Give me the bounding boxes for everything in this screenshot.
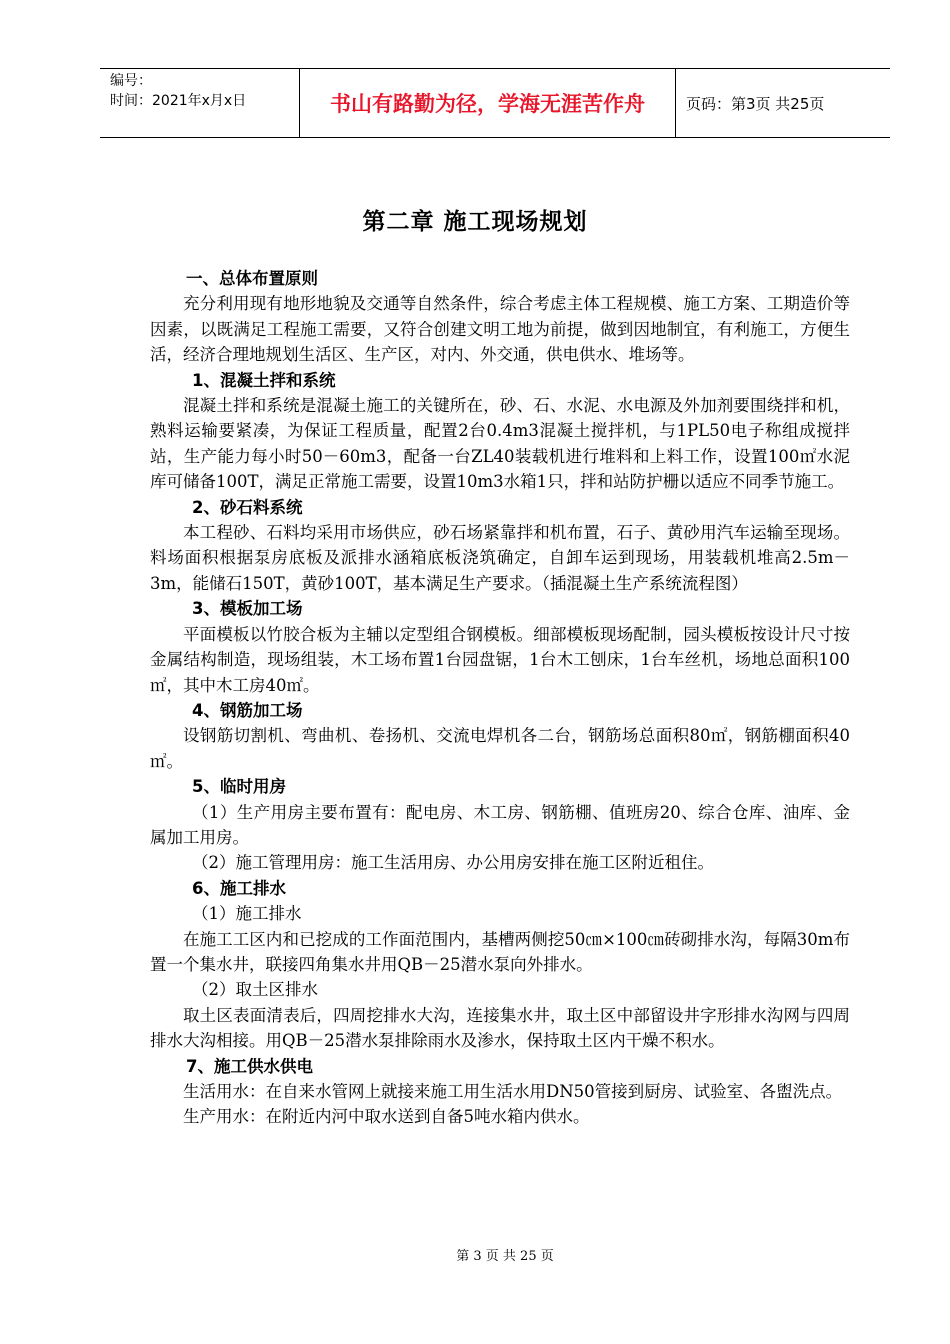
paragraph: 充分利用现有地形地貌及交通等自然条件，综合考虑主体工程规模、施工方案、工期造价等因素，以既满足工程施工需要，又符合创建文明工地为前提，做到因地制宜，有利施工，方便生活，经济合理地规划生活区、生产区，对内、外交通，供电供水、堆场等。 [150,294,850,365]
paragraph: 取土区表面清表后，四周挖排水大沟，连接集水井，取土区中部留设井字形排水沟网与四周排水大沟相接。用QB－25潜水泵排除雨水及渗水，保持取土区内干燥不积水。 [150,1005,850,1051]
paragraph: （1）生产用房主要布置有：配电房、木工房、钢筋棚、值班房20、综合仓库、油库、金属加工用房。 [150,802,850,847]
document-header [100,68,890,138]
paragraph: 平面模板以竹胶合板为主辅以定型组合钢模板。细部模板现场配制，园头模板按设计尺寸按金属结构制造，现场组装，木工场布置1台园盘锯，1台木工刨床，1台车丝机，场地总面积100㎡，其中木工房40㎡。 [150,624,850,695]
header-meta [100,69,300,137]
section-heading: 2、砂石料系统 [192,497,303,517]
paragraph: 生活用水：在自来水管网上就接来施工用生活水用DN50管接到厨房、试验室、各盥洗点。 [183,1082,843,1101]
section-heading: 4、钢筋加工场 [192,700,303,720]
paragraph: 本工程砂、石料均采用市场供应，砂石场紧靠拌和机布置，石子、黄砂用汽车运输至现场。料场面积根据泵房底板及派排水涵箱底板浇筑确定，自卸车运到现场，用装载机堆高2.5m－3m，能储石150T，黄砂100T，基本满足生产要求。（插混凝土生产系统流程图） [150,523,850,593]
paragraph: 在施工工区内和已挖成的工作面范围内，基槽两侧挖50㎝×100㎝砖砌排水沟，每隔30m布置一个集水井，联接四角集水井用QB－25潜水泵向外排水。 [150,929,850,974]
section-heading: 3、模板加工场 [192,599,303,619]
paragraph: 生产用水：在附近内河中取水送到自备5吨水箱内供水。 [183,1107,590,1127]
subheading: （2）取土区排水 [192,980,318,1000]
section-heading: 1、混凝土拌和系统 [192,370,336,390]
section-heading: 一、总体布置原则 [186,269,318,288]
paragraph: 设钢筋切割机、弯曲机、卷扬机、交流电焊机各二台，钢筋场总面积80㎡，钢筋棚面积40㎡。 [150,726,850,771]
header-motto: 书山有路勤为径，学海无涯苦作舟 [300,69,676,137]
section-heading: 5、临时用房 [192,777,286,797]
number-label: 编号： [110,73,152,89]
document-body [150,266,850,1130]
page-footer: 第 3 页 共 25 页 [456,1249,554,1264]
section-heading: 7、施工供水供电 [186,1056,313,1076]
paragraph: 混凝土拌和系统是混凝土施工的关键所在，砂、石、水泥、水电源及外加剂要围绕拌和机，熟料运输要紧凑，为保证工程质量，配置2台0.4m3混凝土搅拌机，与1PL50电子称组成搅拌站，生产能力每小时50－60m3，配备一台ZL40装载机进行堆料和上料工作，设置100㎡水泥库可储备100T，满足正常施工需要，设置10m3水箱1只，拌和站防护栅以适应不同季节施工。 [150,396,850,492]
section-heading: 6、施工排水 [192,878,286,898]
header-page-label: 页码：第3页 共25页 [686,94,825,113]
chapter-title: 第二章 施工现场规划 [362,209,588,235]
time-label: 时间：2021年x月x日 [110,93,247,109]
paragraph: （2）施工管理用房：施工生活用房、办公用房安排在施工区附近租住。 [192,853,714,873]
subheading: （1）施工排水 [192,904,302,924]
